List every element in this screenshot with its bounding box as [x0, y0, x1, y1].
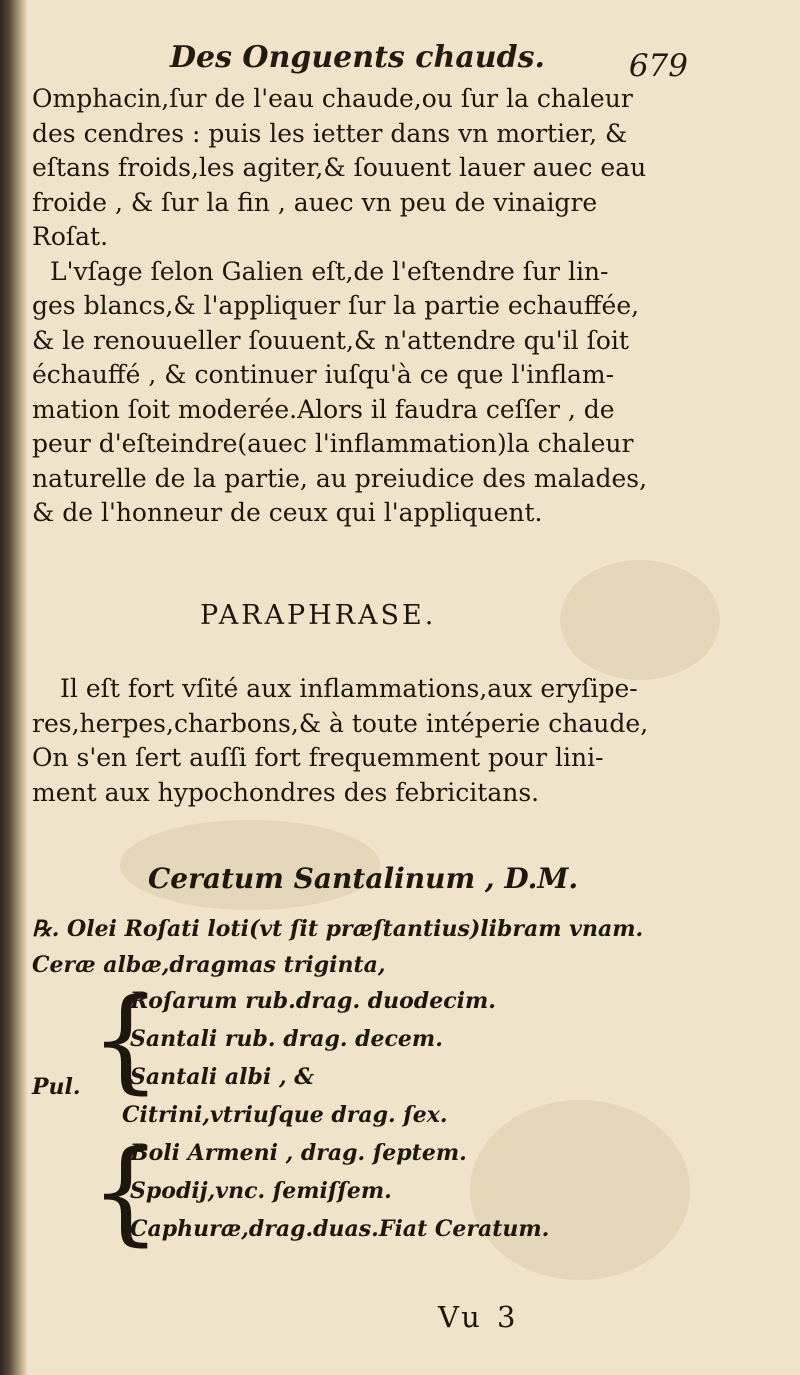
text-line: échauffé , & continuer iuſqu'à ce que l'inflam- — [32, 360, 615, 389]
text-line: naturelle de la partie, au preiudice des malades, — [32, 463, 648, 493]
recipe-line: Ceræ albæ,dragmas triginta, — [32, 952, 386, 978]
text-line: L'vſage ſelon Galien eſt,de l'eſtendre ſur lin- — [50, 256, 609, 286]
text-line: & de l'honneur de ceux qui l'appliquent. — [32, 498, 543, 527]
pul-label: Pul. — [32, 1074, 81, 1100]
text-line: mation ſoit moderée.Alors il faudra ceſſer , de — [32, 394, 615, 424]
paper-stain — [560, 560, 720, 680]
text-line: ges blancs,& l'appliquer ſur la partie echauffée, — [32, 291, 640, 320]
page-gutter-shadow — [0, 0, 28, 1375]
paraphrase-heading: PARAPHRASE. — [200, 600, 437, 631]
left-brace: { — [90, 975, 162, 1105]
recipe-line: ℞. Olei Roſati loti(vt ſit præſtantius)libram vnam. — [32, 916, 644, 942]
text-line: des cendres : puis les ietter dans vn mortier, & — [32, 118, 628, 148]
main-paragraph — [32, 82, 682, 531]
paper-stain — [470, 1100, 690, 1280]
recipe-line: Santali albi , & — [130, 1064, 315, 1090]
recipe-title: Ceratum Santalinum , D.M. — [148, 862, 579, 895]
text-line: Roſat. — [32, 222, 109, 251]
recipe-line: Caphuræ,drag.duas.Fiat Ceratum. — [130, 1216, 550, 1242]
text-line: Omphacin,ſur de l'eau chaude,ou ſur la chaleur — [32, 84, 633, 113]
recipe-line: Spodij,vnc. ſemiſſem. — [130, 1178, 392, 1204]
text-line: eſtans froids,les agiter,& ſouuent lauer auec eau — [32, 153, 647, 182]
paraphrase-paragraph — [32, 672, 682, 810]
recipe-line: Citrini,vtriuſque drag. ſex. — [122, 1102, 448, 1128]
text-line: Il eſt fort vſité aux inflammations,aux eryſipe- — [60, 674, 638, 703]
recipe-line: Santali rub. drag. decem. — [130, 1026, 443, 1052]
text-line: & le renouueller ſouuent,& n'attendre qu'il ſoit — [32, 325, 629, 355]
running-title: Des Onguents chauds. — [170, 40, 545, 75]
text-line: ment aux hypochondres des febricitans. — [32, 777, 540, 807]
signature-mark: Vu 3 — [438, 1300, 520, 1334]
text-line: On s'en ſert auſſi fort frequemment pour lini- — [32, 743, 604, 772]
text-line: res,herpes,charbons,& à toute intéperie chaude, — [32, 708, 649, 738]
text-line: froide , & ſur la fin , auec vn peu de vinaigre — [32, 187, 598, 217]
page-number: 679 — [628, 48, 688, 84]
recipe-line: Boli Armeni , drag. ſeptem. — [130, 1140, 467, 1166]
left-brace: { — [90, 1127, 162, 1257]
text-line: peur d'eſteindre(auec l'inflammation)la chaleur — [32, 429, 634, 458]
recipe-line: Roſarum rub.drag. duodecim. — [130, 988, 496, 1014]
